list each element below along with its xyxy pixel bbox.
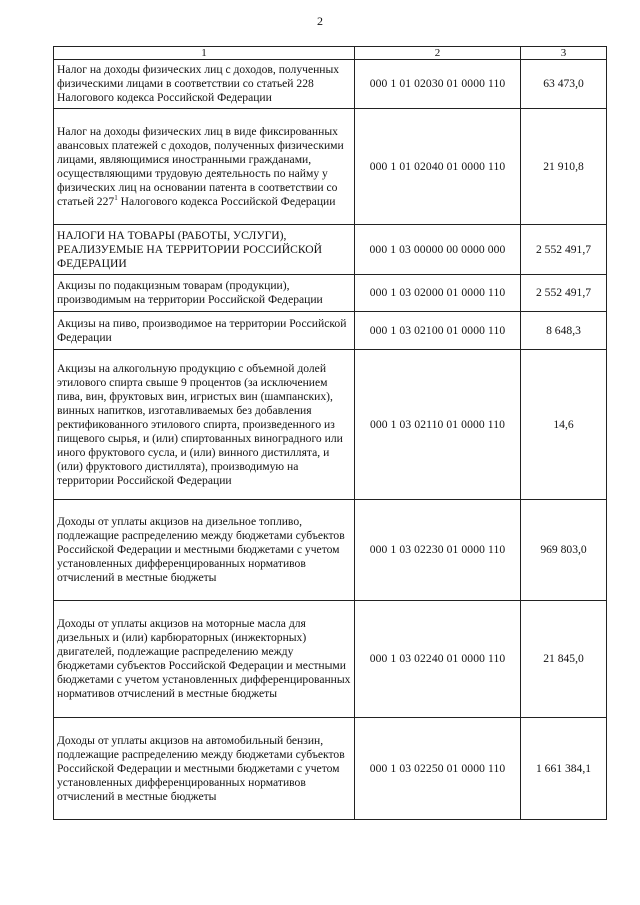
header-col-3: 3 [521, 47, 607, 60]
row-code: 000 1 03 02250 01 0000 110 [355, 718, 521, 820]
table-row [54, 275, 607, 312]
row-code: 000 1 01 02040 01 0000 110 [355, 109, 521, 225]
row-amount: 14,6 [521, 350, 607, 500]
table-row [54, 718, 607, 820]
row-name: НАЛОГИ НА ТОВАРЫ (РАБОТЫ, УСЛУГИ), РЕАЛИЗУЕМЫЕ НА ТЕРРИТОРИИ РОССИЙСКОЙ ФЕДЕРАЦИИ [54, 225, 355, 275]
row-name: Акцизы по подакцизным товарам (продукции), производимым на территории Российской Федерации [54, 275, 355, 312]
row-amount: 1 661 384,1 [521, 718, 607, 820]
table-header-row [54, 47, 607, 60]
row-name: Акцизы на пиво, производимое на территории Российской Федерации [54, 312, 355, 350]
row-name: Доходы от уплаты акцизов на автомобильный бензин, подлежащие распределению между бюджетами субъектов Российской Федерации и местными бюджетами с учетом установленных дифференцированных нормативов отчислений в местные бюджеты [54, 718, 355, 820]
row-amount: 21 910,8 [521, 109, 607, 225]
row-name [54, 109, 355, 225]
table-row [54, 225, 607, 275]
row-name: Акцизы на алкогольную продукцию с объемной долей этилового спирта свыше 9 процентов (за исключением пива, вин, фруктовых вин, игристых вин (шампанских), винных напитков, изготавливаемых без добавления ректификованного этилового спирта, произведенного из пищевого сырья, и (или) спиртованных виноградного или иного фруктового сусла, и (или) винного дистиллята, и (или) фруктового дистиллята), производимую на территории Российской Федерации [54, 350, 355, 500]
table-row [54, 500, 607, 601]
row-code: 000 1 03 02000 01 0000 110 [355, 275, 521, 312]
row-name-superscript: 1 [114, 193, 118, 202]
row-code: 000 1 03 02240 01 0000 110 [355, 601, 521, 718]
revenue-table [53, 46, 607, 820]
row-code: 000 1 03 02230 01 0000 110 [355, 500, 521, 601]
row-name-tail: Налогового кодекса Российской Федерации [117, 194, 336, 208]
table-row [54, 350, 607, 500]
header-col-2: 2 [355, 47, 521, 60]
row-name-text: Налог на доходы физических лиц в виде фиксированных авансовых платежей с доходов, полученных физическими лицами, являющимися иностранными гражданами, осуществляющими трудовую деятельность по найму у физических лиц на основании патента в соответствии со статьей 227 [57, 124, 344, 208]
row-amount: 2 552 491,7 [521, 225, 607, 275]
table-row [54, 601, 607, 718]
row-code: 000 1 03 00000 00 0000 000 [355, 225, 521, 275]
row-code: 000 1 03 02100 01 0000 110 [355, 312, 521, 350]
table-row [54, 60, 607, 109]
row-amount: 8 648,3 [521, 312, 607, 350]
table-row [54, 109, 607, 225]
row-name: Налог на доходы физических лиц с доходов, полученных физическими лицами в соответствии со статьей 228 Налогового кодекса Российской Федерации [54, 60, 355, 109]
row-name: Доходы от уплаты акцизов на дизельное топливо, подлежащие распределению между бюджетами субъектов Российской Федерации и местными бюджетами с учетом установленных дифференцированных нормативов отчислений в местные бюджеты [54, 500, 355, 601]
row-code: 000 1 01 02030 01 0000 110 [355, 60, 521, 109]
row-name: Доходы от уплаты акцизов на моторные масла для дизельных и (или) карбюраторных (инжекторных) двигателей, подлежащие распределению между бюджетами субъектов Российской Федерации и местными бюджетами с учетом установленных дифференцированных нормативов отчислений в местные бюджеты [54, 601, 355, 718]
row-amount: 2 552 491,7 [521, 275, 607, 312]
row-amount: 969 803,0 [521, 500, 607, 601]
header-col-1: 1 [54, 47, 355, 60]
row-amount: 21 845,0 [521, 601, 607, 718]
table-row [54, 312, 607, 350]
page-number: 2 [317, 14, 323, 28]
row-amount: 63 473,0 [521, 60, 607, 109]
row-code: 000 1 03 02110 01 0000 110 [355, 350, 521, 500]
